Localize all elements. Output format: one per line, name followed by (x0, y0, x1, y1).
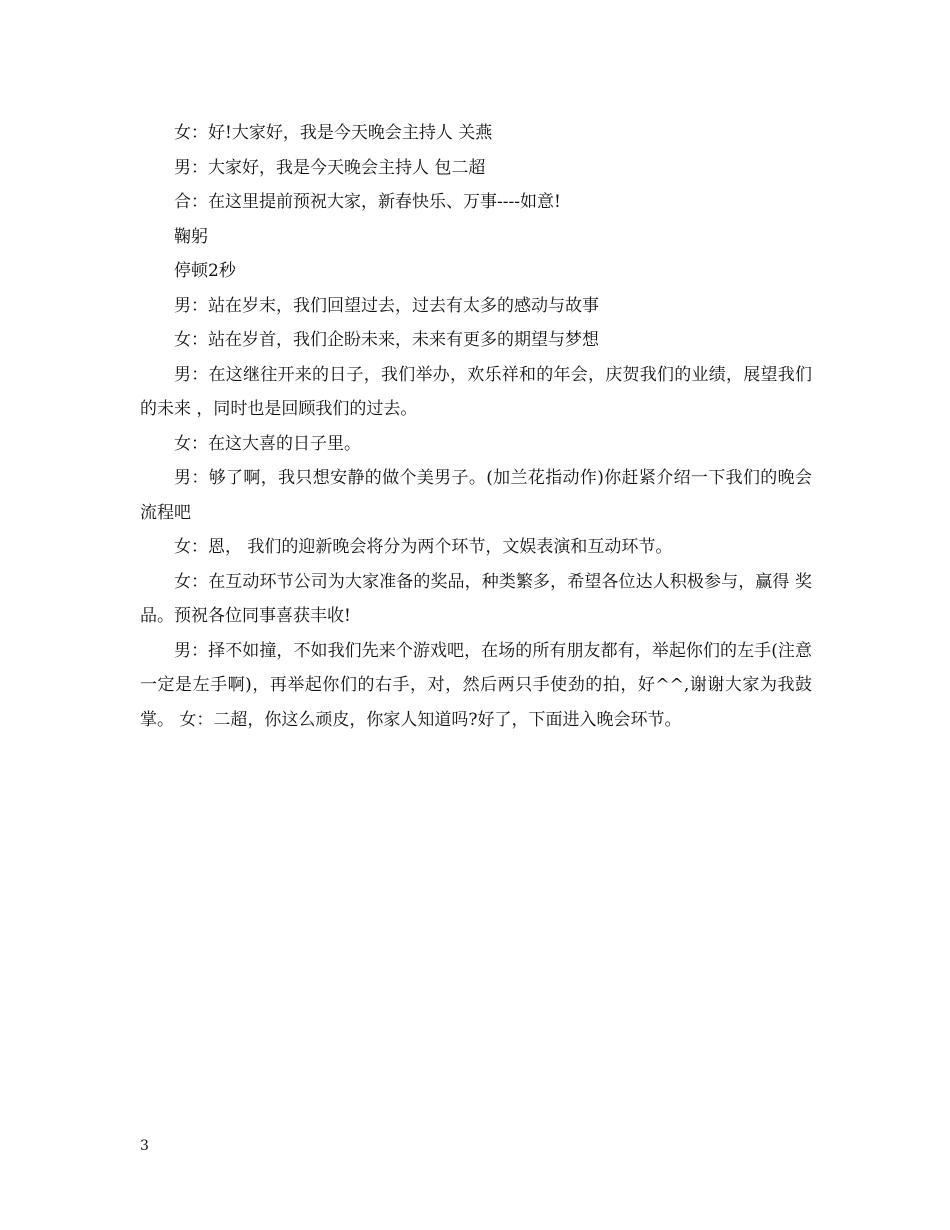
paragraph-10: 男：够了啊，我只想安静的做个美男子。(加兰花指动作)你赶紧介绍一下我们的晚会流程吧 (140, 468, 812, 523)
paragraph-5: 停顿2秒 (174, 261, 236, 281)
document-body (140, 116, 812, 737)
paragraph-6: 男：站在岁末，我们回望过去，过去有太多的感动与故事 (174, 295, 599, 316)
paragraph-9: 女：在这大喜的日子里。 (174, 433, 361, 454)
paragraph-12: 女：在互动环节公司为大家准备的奖品，种类繁多，希望各位达人积极参与，赢得 奖品。预祝各位同事喜获丰收! (140, 571, 812, 626)
paragraph-13: 男：择不如撞，不如我们先来个游戏吧，在场的所有朋友都有，举起你们的左手(注意一定是左手啊)，再举起你们的右手，对，然后两只手使劲的拍，好^^,谢谢大家为我鼓掌。 女：二超，你这么顽皮，你家人知道吗?好了，下面进入晚会环节。 (140, 640, 812, 730)
paragraph-1: 女：好!大家好，我是今天晚会主持人 关燕 (174, 123, 493, 143)
paragraph-8: 男：在这继往开来的日子，我们举办，欢乐祥和的年会，庆贺我们的业绩，展望我们的未来 ，同时也是回顾我们的过去。 (140, 364, 812, 419)
paragraph-3: 合：在这里提前预祝大家，新春快乐、万事----如意! (174, 192, 561, 212)
paragraph-2: 男：大家好，我是今天晚会主持人 包二超 (174, 157, 486, 178)
paragraph-7: 女：站在岁首，我们企盼未来，未来有更多的期望与梦想 (174, 330, 599, 350)
paragraph-4: 鞠躬 (174, 226, 208, 247)
page-number: 3 (140, 1138, 149, 1154)
paragraph-11: 女：恩， 我们的迎新晚会将分为两个环节，文娱表演和互动环节。 (174, 537, 673, 557)
